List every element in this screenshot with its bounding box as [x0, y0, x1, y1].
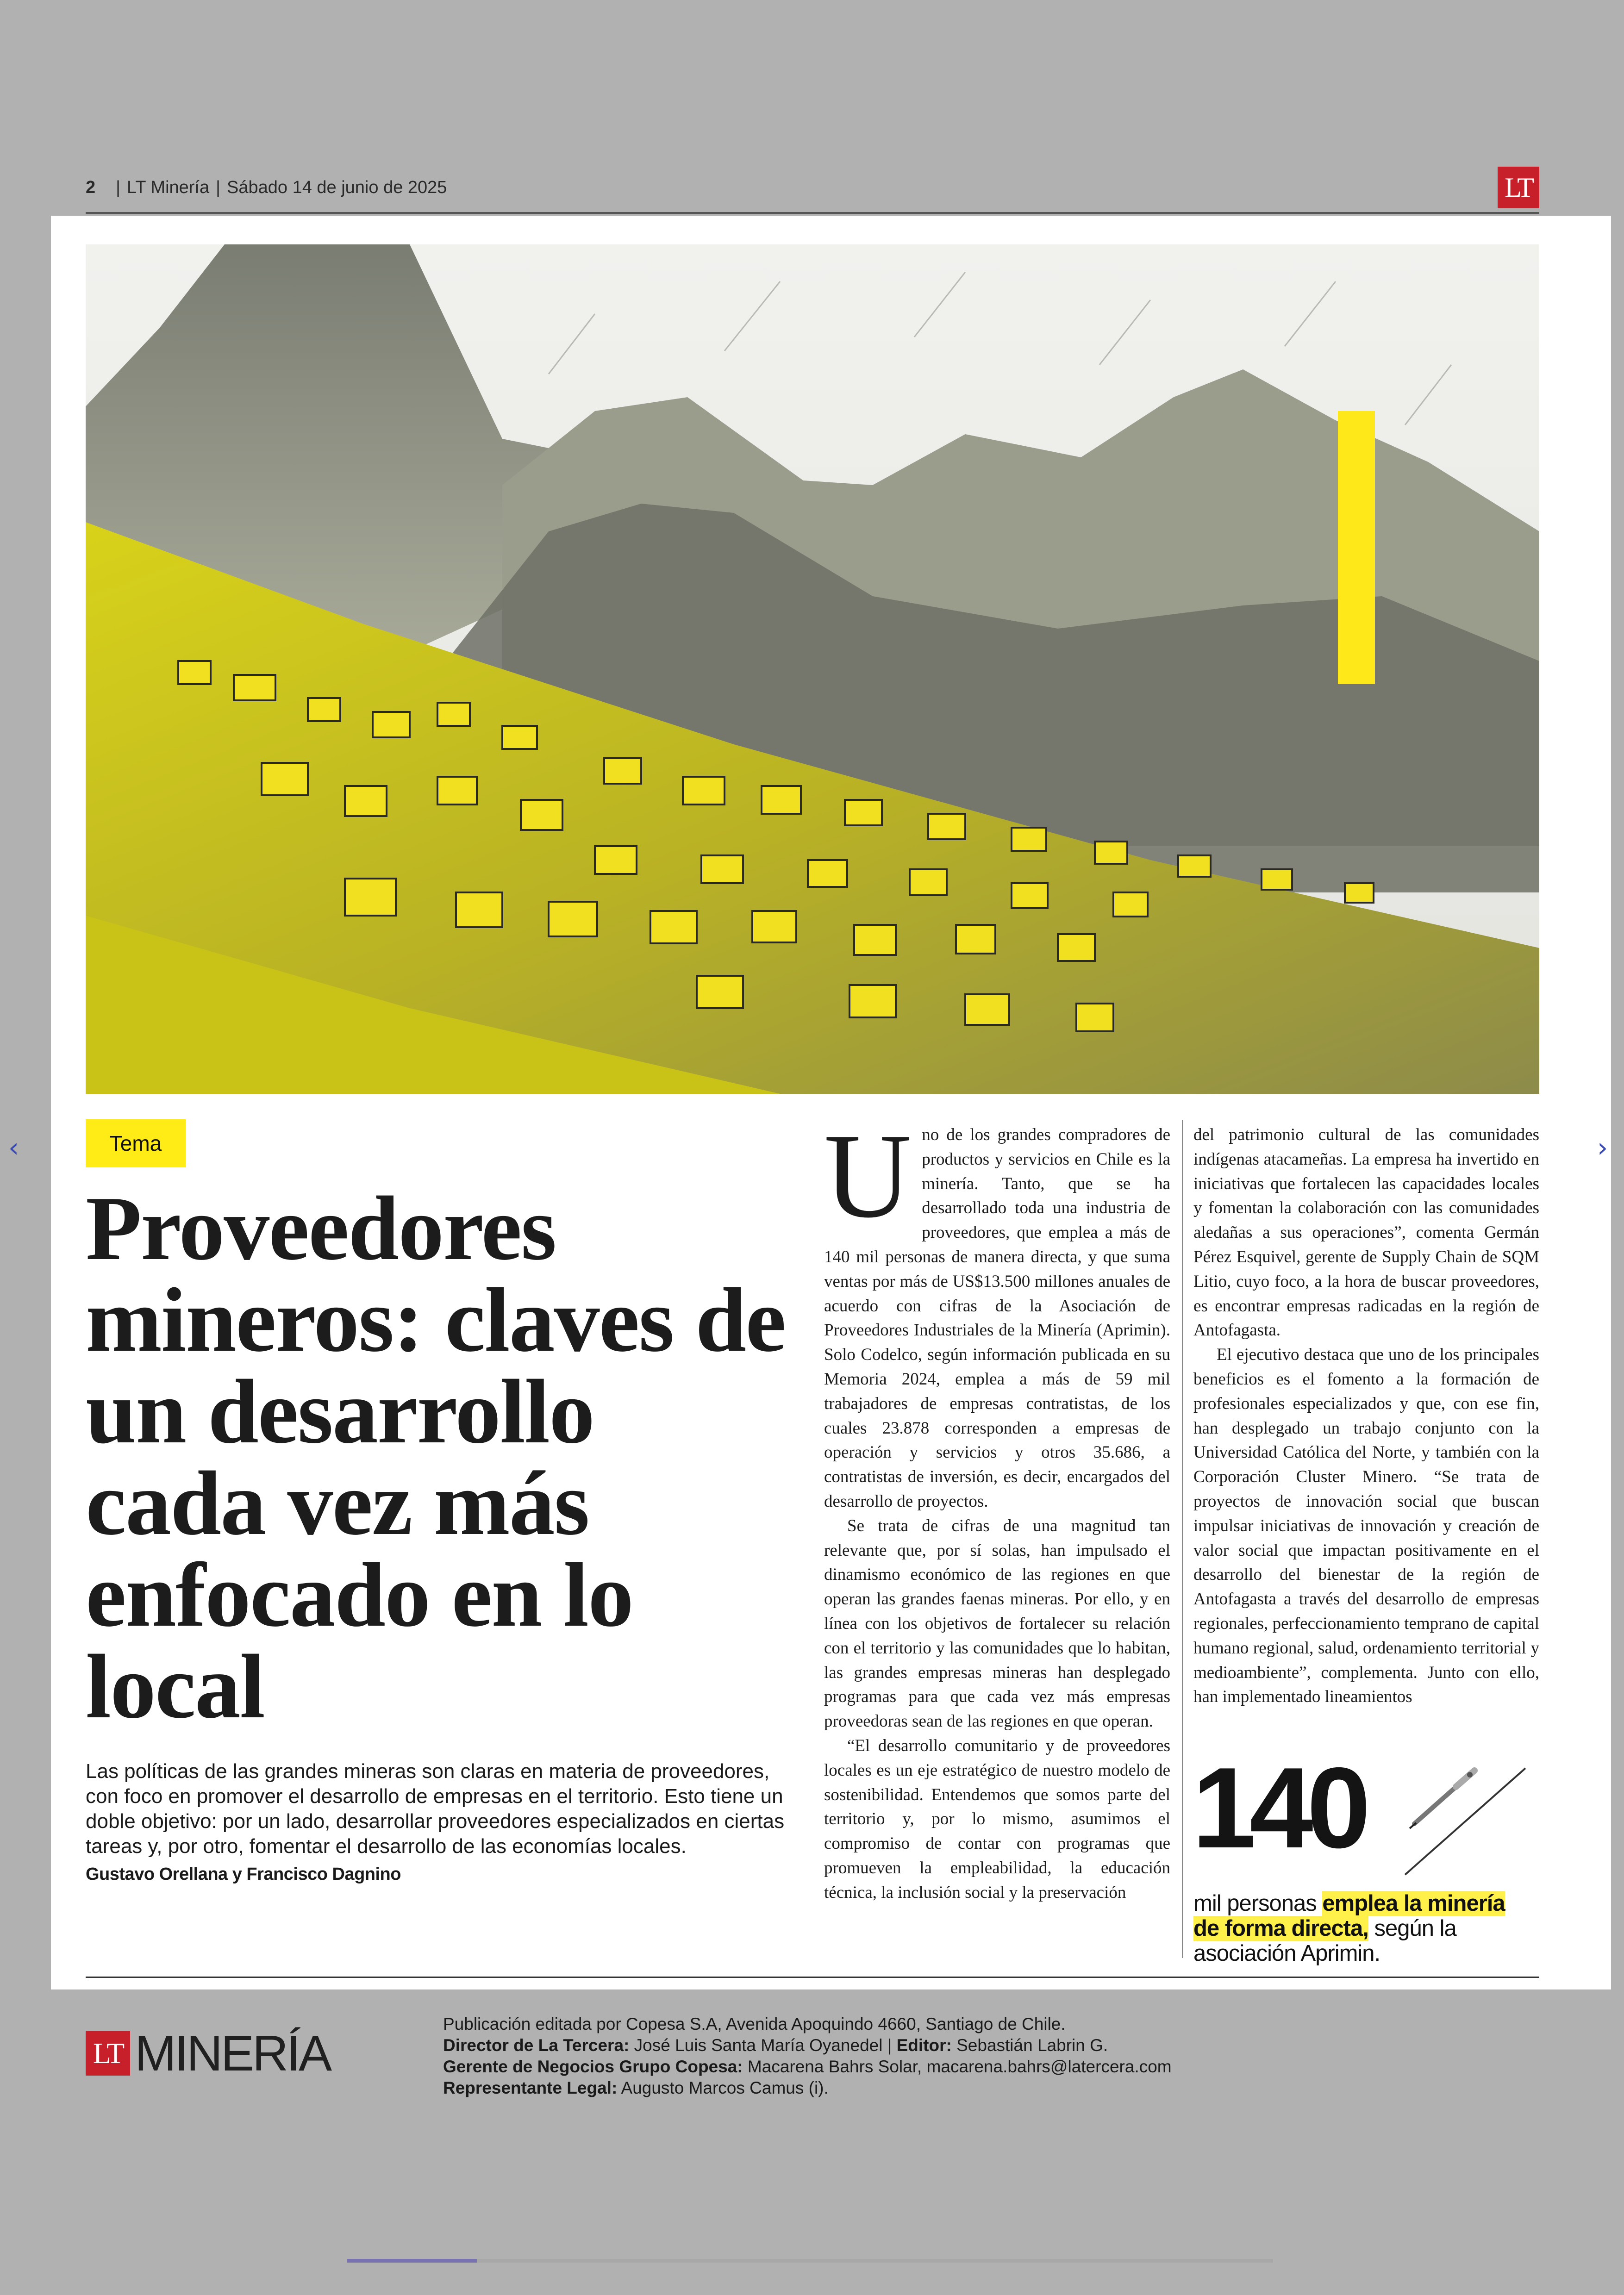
credits-value: Augusto Marcos Camus (i).: [617, 2078, 829, 2097]
credits-value: José Luis Santa María Oyanedel |: [629, 2036, 897, 2055]
mountain-village-illustration: [86, 244, 1539, 1094]
lt-logo-badge: LT: [1498, 167, 1539, 208]
next-page-arrow[interactable]: ›: [1597, 1132, 1608, 1163]
footer-lt-mark: LT: [86, 2031, 130, 2076]
credits-label: Director de La Tercera:: [443, 2036, 630, 2055]
publication-date: Sábado 14 de junio de 2025: [227, 178, 447, 197]
previous-page-arrow[interactable]: ‹: [8, 1132, 19, 1163]
footer-logo: [86, 2025, 331, 2081]
body-paragraph: Se trata de cifras de una magnitud tan relevante que, por sí solas, han impulsado el dinamismo económico de las regiones en que operan las grandes faenas mineras. Por ello, y en línea con los objetivos de fortalecer su relación con el territorio y las comunidades que lo habitan, las grandes empresas mineras han desplegado programas para que cada vez más empresas proveedoras sean de las regiones en que operan.: [824, 1516, 1170, 1731]
publication-name: LT Minería: [127, 178, 210, 197]
page-progress-fill: [347, 2259, 477, 2263]
body-paragraph: del patrimonio cultural de las comunidades indígenas atacameñas. La empresa ha invertido en iniciativas que fortalecen las capacidades locales y fomentan la colaboración con las comunidades aledañas a sus operaciones”, comenta Germán Pérez Esquivel, gerente de Supply Chain de SQM Litio, cuyo foco, a la hora de buscar proveedores, es encontrar empresas radicadas en la región de Antofagasta.: [1193, 1125, 1539, 1340]
stat-number: 140: [1192, 1743, 1364, 1872]
pen-icon: [1396, 1754, 1530, 1884]
stat-caption-pre: mil personas: [1193, 1891, 1323, 1916]
header-separator: |: [116, 178, 121, 197]
stat-caption-highlight: emplea la minería de forma directa,: [1193, 1891, 1505, 1941]
body-paragraph: “El desarrollo comunitario y de proveedores locales es un eje estratégico de nuestro modelo de sostenibilidad. Entendemos que somos parte del territorio y, por lo mismo, asumimos el compromiso de contar con programas que promueven la empleabilidad, la educación técnica, la inclusión social y la preservación: [824, 1736, 1170, 1902]
column-divider: [1182, 1120, 1183, 1958]
credits-value: Macarena Bahrs Solar, macarena.bahrs@latercera.com: [743, 2057, 1172, 2076]
body-column-2: [1193, 1123, 1539, 1718]
drop-cap: U: [824, 1123, 912, 1243]
stat-caption-post: según la asociación Aprimin.: [1193, 1916, 1456, 1966]
body-paragraph: El ejecutivo destaca que uno de los principales beneficios es el fomento a la formación de profesionales especializados y que, con ese fin, han desplegado un trabajo conjunto con la Universidad Católica del Norte, y también con la Corporación Cluster Minero. “Se trata de proyectos de innovación social que buscan impulsar iniciativas de innovación y creación de valor social que impactan positivamente en el desarrollo del bienestar de la región de Antofagasta a través del desarrollo de empresas regionales, perfeccionamiento temprano de capital humano regional, salud, ordenamiento territorial y medioambiente”, complementa. Junto con ello, han implementado lineamientos: [1193, 1345, 1539, 1707]
section-tag: Tema: [86, 1119, 186, 1167]
page-header-text: [86, 178, 447, 198]
credits-value: Sebastián Labrin G.: [951, 2036, 1108, 2055]
bottom-rule: [86, 1977, 1539, 1978]
header-rule: [86, 212, 1539, 214]
credits-label: Gerente de Negocios Grupo Copesa:: [443, 2057, 743, 2076]
page-number: 2: [86, 178, 96, 197]
header-separator: |: [216, 178, 220, 197]
page-header: [86, 172, 1539, 215]
headline-bold: Proveedores mineros:: [86, 1178, 556, 1371]
credits-label: Editor:: [896, 2036, 952, 2055]
body-paragraph: [824, 1123, 1170, 1514]
article-deck: Las políticas de las grandes mineras son claras en materia de proveedores, con foco en promover el desarrollo de empresas en el territorio. Esto tiene un doble objetivo: por un lado, desarrollar proveedores especializados en ciertas tareas y, por otro, fomentar el desarrollo de las economías locales.: [86, 1760, 785, 1858]
credits-line-director: [443, 2035, 1172, 2056]
body-column-1: [824, 1123, 1170, 1962]
stat-caption: [1193, 1891, 1527, 1966]
byline: Gustavo Orellana y Francisco Dagnino: [86, 1865, 401, 1884]
footer-credits: [443, 2014, 1172, 2099]
page-progress-track[interactable]: [347, 2259, 1273, 2263]
credits-label: Representante Legal:: [443, 2078, 618, 2097]
footer-logo-word: MINERÍA: [135, 2025, 331, 2081]
credits-line-gerente: [443, 2056, 1172, 2077]
credits-line-publisher: Publicación editada por Copesa S.A, Avenida Apoquindo 4660, Santiago de Chile.: [443, 2014, 1066, 2033]
credits-line-representante: [443, 2077, 1172, 2099]
headline: [86, 1178, 794, 1737]
body-paragraph-text: no de los grandes compradores de productos y servicios en Chile es la minería. Tanto, que se ha desarrollado toda una industria de proveedores, que emplea a más de 140 mil personas de manera directa, y que suma ventas por más de US$13.500 millones anuales de acuerdo con cifras de la Asociación de Proveedores Industriales de la Minería (Aprimin). Solo Codelco, según información publicada en su Memoria 2024, emplea a más de 59 mil trabajadores de empresas contratistas, de los cuales 23.878 corresponden a empresas de operación y servicios y otros 35.686, a contratistas de inversión, es decir, encargados del desarrollo de proyectos.: [824, 1125, 1170, 1511]
headline-rest: claves de un desarrollo cada vez más enfocado en lo local: [86, 1269, 786, 1737]
